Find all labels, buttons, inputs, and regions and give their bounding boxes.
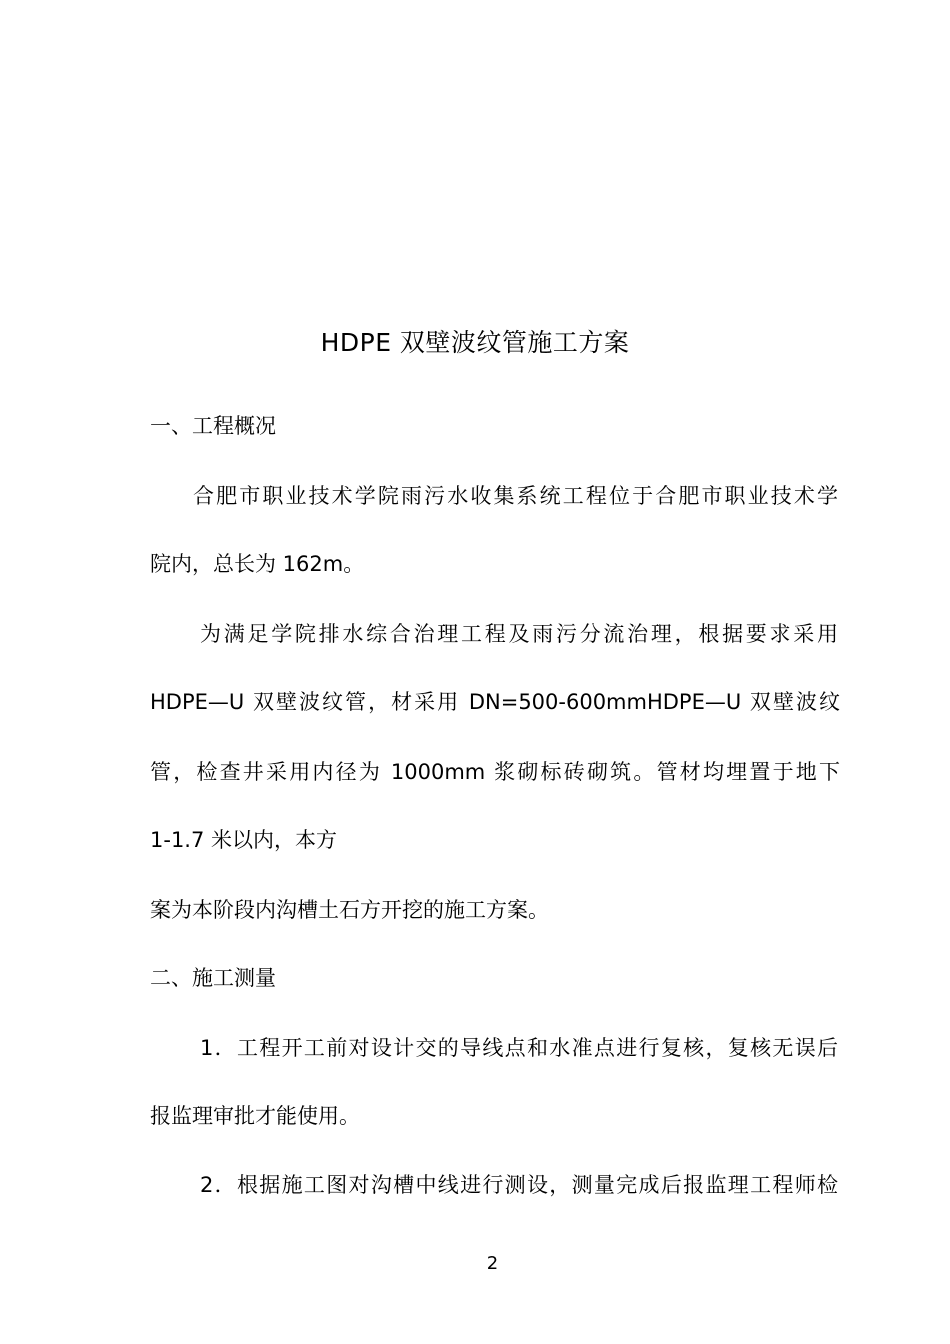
paragraph-line: 为满足学院排水综合治理工程及雨污分流治理，根据要求采用 <box>200 622 838 646</box>
list-item-line: 1．工程开工前对设计交的导线点和水准点进行复核，复核无误后 <box>200 1036 838 1060</box>
page-number: 2 <box>486 1253 499 1274</box>
section-heading-overview: 一、工程概况 <box>150 414 276 438</box>
paragraph-line: 院内，总长为 162m。 <box>150 552 365 576</box>
paragraph-line: HDPE—U 双壁波纹管，材采用 DN=500-600mmHDPE—U 双壁波纹 <box>150 690 840 714</box>
paragraph-line: 1-1.7 米以内，本方 <box>150 828 338 852</box>
paragraph-line: 管，检查井采用内径为 1000mm 浆砌标砖砌筑。管材均埋置于地下 <box>150 760 840 784</box>
list-item-line: 报监理审批才能使用。 <box>150 1104 360 1128</box>
list-item-line: 2．根据施工图对沟槽中线进行测设，测量完成后报监理工程师检 <box>200 1173 838 1197</box>
paragraph-line: 合肥市职业技术学院雨污水收集系统工程位于合肥市职业技术学 <box>193 484 838 508</box>
paragraph-line: 案为本阶段内沟槽土石方开挖的施工方案。 <box>150 898 549 922</box>
document-title: HDPE 双壁波纹管施工方案 <box>320 328 630 357</box>
section-heading-survey: 二、施工测量 <box>150 966 276 990</box>
